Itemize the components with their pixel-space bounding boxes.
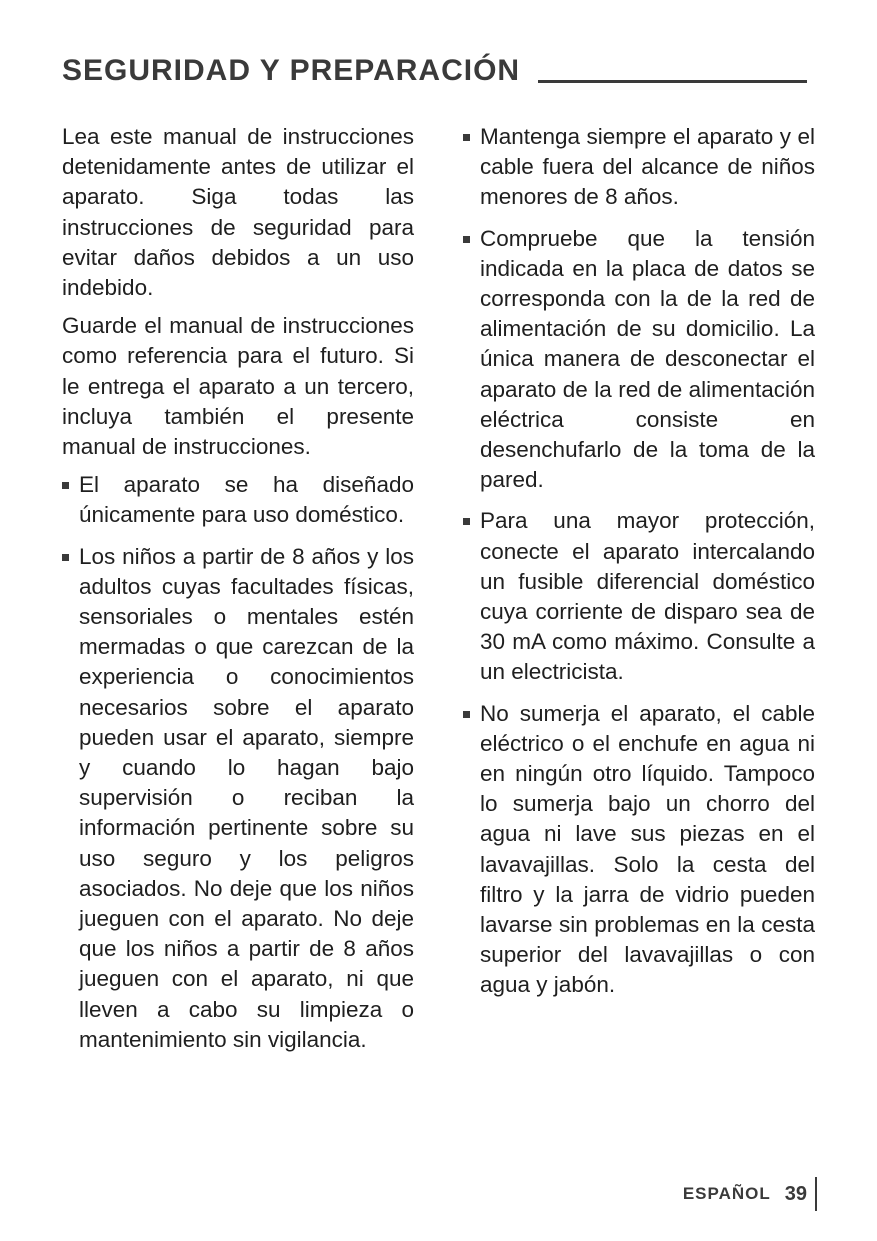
list-item-text: Compruebe que la tensión indicada en la placa de datos se corresponda con la de la red de alimentación de su domicilio. La única manera de desconectar el aparato de la red de alimentación eléctrica consiste en desenchufarlo de la toma de la pared. xyxy=(480,225,815,493)
list-item-text: Para una mayor protección, conecte el aparato intercalando un fusible diferencial doméstico cuya corriente de disparo sea de 30 mA como máximo. Consulte a un electricista. xyxy=(480,508,815,685)
page-footer xyxy=(683,1177,817,1211)
list-item xyxy=(62,470,414,530)
keep-manual-paragraph: Guarde el manual de instrucciones como referencia para el futuro. Si le entrega el aparato a un tercero, incluya también el presente manual de instrucciones. xyxy=(62,313,414,460)
list-item-text: No sumerja el aparato, el cable eléctrico o el enchufe en agua ni en ningún otro líquido. Tampoco lo sumerja bajo un chorro del agua ni lave sus piezas en el lavavajillas. Solo la cesta del filtro y la jarra de vidrio pueden lavarse sin problemas en la cesta superior del lavavajillas o con agua y jabón. xyxy=(480,700,815,998)
footer-language: ESPAÑOL xyxy=(682,1184,771,1203)
list-item xyxy=(463,699,815,1001)
title-rule xyxy=(538,80,807,83)
bullet-square-icon xyxy=(62,482,69,489)
intro-paragraph: Lea este manual de instrucciones detenidamente antes de utilizar el aparato. Siga todas las instrucciones de seguridad para evitar daños debidos a un uso indebido. xyxy=(62,124,414,301)
right-bullet-list xyxy=(463,122,815,1001)
bullet-square-icon xyxy=(463,518,470,525)
right-column xyxy=(463,122,815,1012)
bullet-square-icon xyxy=(62,554,69,561)
list-item xyxy=(463,506,815,687)
bullet-square-icon xyxy=(463,236,470,243)
list-item-text: Mantenga siempre el aparato y el cable fuera del alcance de niños menores de 8 años. xyxy=(480,124,815,210)
bullet-square-icon xyxy=(463,711,470,718)
list-item-text: Los niños a partir de 8 años y los adultos cuyas facultades físicas, sensoriales o mentales estén mermadas o que carezcan de la experiencia o conocimientos necesarios sobre el aparato pueden usar el aparato, siempre y cuando lo hagan bajo supervisión o reciban la información pertinente sobre su uso seguro y los peligros asociados. No deje que los niños jueguen con el aparato. No deje que los niños a partir de 8 años jueguen con el aparato, ni que lleven a cabo su limpieza o mantenimiento sin vigilancia. xyxy=(79,543,414,1052)
page-header xyxy=(62,42,807,86)
list-item-text: El aparato se ha diseñado únicamente para uso doméstico. xyxy=(79,472,414,528)
left-column xyxy=(62,122,414,1066)
list-item xyxy=(463,224,815,496)
left-bullet-list xyxy=(62,470,414,1055)
list-item xyxy=(62,542,414,1055)
page-title: SEGURIDAD Y PREPARACIÓN xyxy=(62,54,521,87)
list-item xyxy=(463,122,815,213)
page-number: 39 xyxy=(785,1177,817,1211)
bullet-square-icon xyxy=(463,134,470,141)
